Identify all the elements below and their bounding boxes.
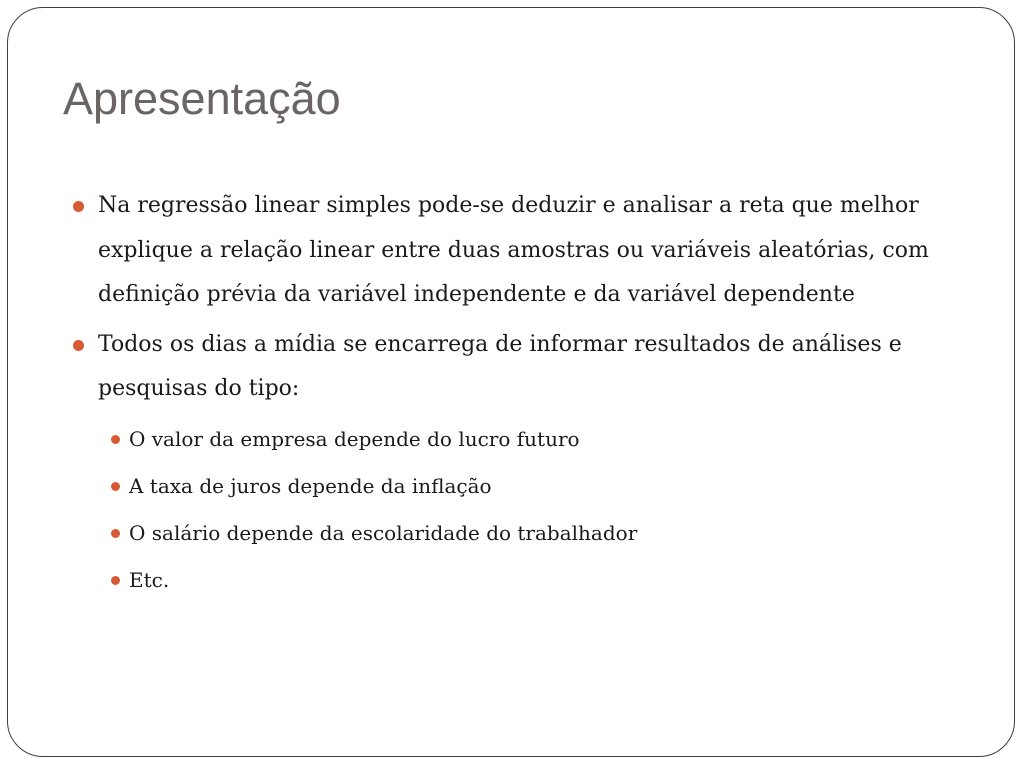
round-bullet-icon: [111, 482, 120, 491]
sub-bullet-item: [63, 565, 983, 595]
bullet-item: [63, 323, 983, 412]
sub-bullet-item: [63, 518, 983, 548]
slide-body: [63, 184, 983, 612]
slide-title: Apresentação: [63, 73, 341, 124]
sub-bullet-item: [63, 471, 983, 501]
bullet-text: Todos os dias a mídia se encarrega de informar resultados de análises e pesquisas do tipo:: [98, 331, 902, 401]
bullet-item: [63, 184, 983, 318]
round-bullet-icon: [73, 201, 84, 212]
sub-bullet-text: O valor da empresa depende do lucro futuro: [129, 426, 580, 451]
round-bullet-icon: [111, 576, 120, 585]
sub-bullet-text: O salário depende da escolaridade do trabalhador: [129, 520, 638, 545]
round-bullet-icon: [111, 435, 120, 444]
round-bullet-icon: [73, 340, 84, 351]
round-bullet-icon: [111, 529, 120, 538]
sub-bullet-text: A taxa de juros depende da inflação: [129, 473, 492, 498]
slide: [7, 7, 1015, 757]
bullet-text: Na regressão linear simples pode-se deduzir e analisar a reta que melhor explique a relação linear entre duas amostras ou variáveis aleatórias, com definição prévia da variável independente e da variável dependente: [98, 193, 929, 307]
sub-bullet-item: [63, 424, 983, 454]
sub-bullet-text: Etc.: [129, 567, 170, 592]
sub-bullet-list: [63, 424, 983, 595]
